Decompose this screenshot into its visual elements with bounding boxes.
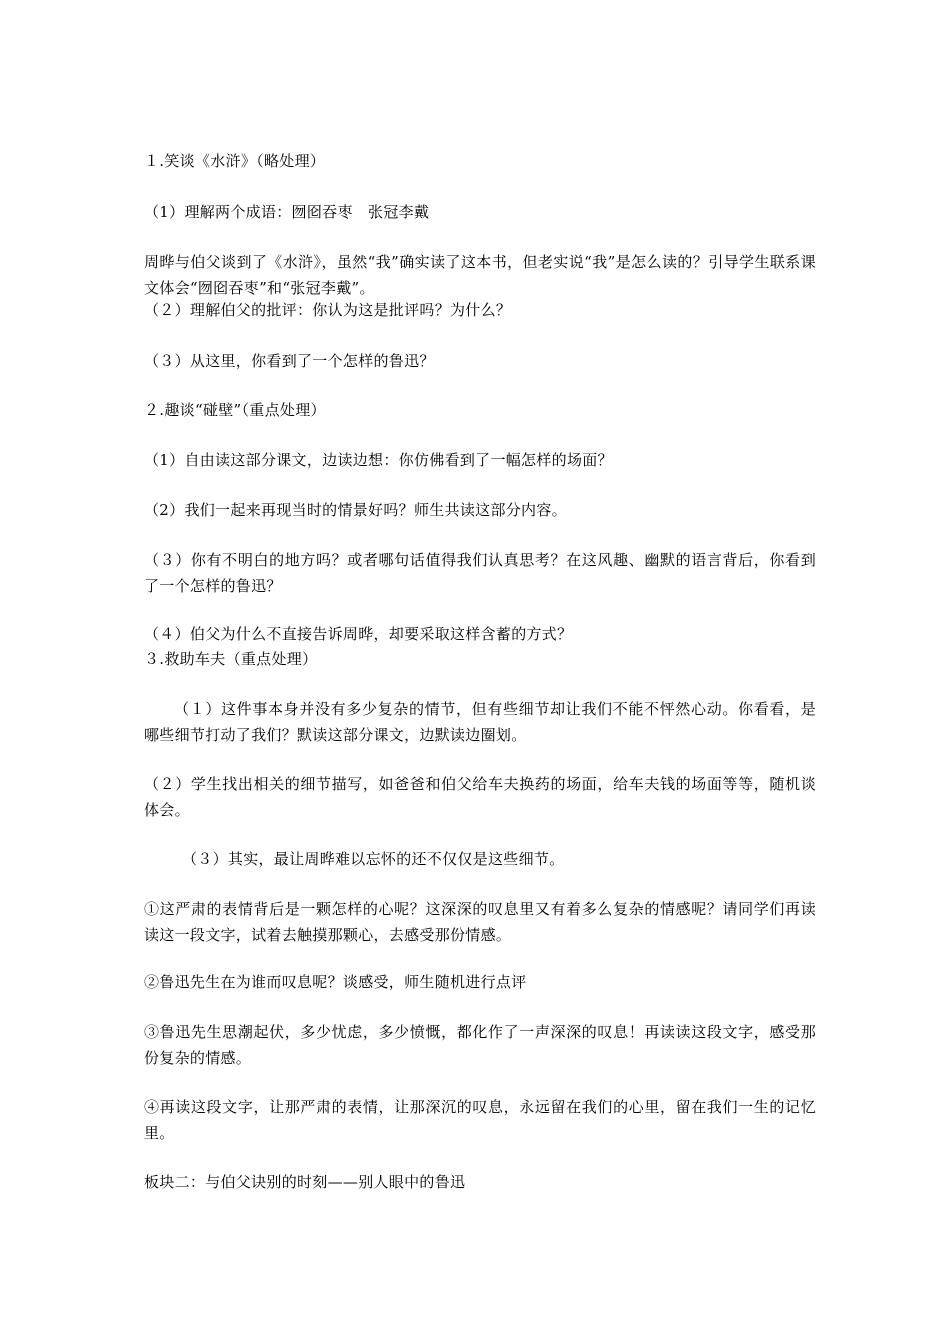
point-4: ④再读这段文字，让那严肃的表情，让那深沉的叹息，永远留在我们的心里，留在我们一生的记忆里。 [144,1098,816,1142]
block2-heading: 板块二：与伯父诀别的时刻——别人眼中的鲁迅 [144,1173,466,1191]
section3-heading: ３.救助车夫（重点处理） [144,650,318,668]
point-1: ①这严肃的表情背后是一颗怎样的心呢？这深深的叹息里又有着多么复杂的情感呢？请同学们再读读这一段文字，试着去触摸那颗心，去感受那份情感。 [144,900,816,944]
s1-item2: （２）理解伯父的批评：你认为这是批评吗？为什么？ [144,301,512,319]
s3-item1: （１）这件事本身并没有多少复杂的情节，但有些细节却让我们不能不怦然心动。你看看，是哪些细节打动了我们？默读这部分课文，边默读边圈划。 [144,700,816,744]
s1-item1: （1）理解两个成语：囫囵吞枣 张冠李戴 [144,203,430,221]
s1-item3: （３）从这里，你看到了一个怎样的鲁迅？ [144,352,435,370]
point-3: ③鲁迅先生思潮起伏，多少忧虑，多少愤慨，都化作了一声深深的叹息！再读读这段文字，感受那份复杂的情感。 [144,1023,816,1067]
s3-item3: （３）其实，最让周晔难以忘怀的还不仅仅是这些细节。 [182,850,565,868]
s3-item2: （２）学生找出相关的细节描写，如爸爸和伯父给车夫换药的场面，给车夫钱的场面等等，随机谈体会。 [144,775,816,819]
s2-item3: （３）你有不明白的地方吗？或者哪句话值得我们认真思考？在这风趣、幽默的语言背后，你看到了一个怎样的鲁迅？ [144,551,816,595]
s2-item4: （４）伯父为什么不直接告诉周晔，却要采取这样含蓄的方式？ [144,625,573,643]
s2-item2: （2）我们一起来再现当时的情景好吗？师生共读这部分内容。 [144,501,567,519]
section1-heading: １.笑谈《水浒》（略处理） [144,152,326,170]
s1-paragraph: 周晔与伯父谈到了《水浒》，虽然“我”确实读了这本书，但老实说“我”是怎么读的？引导学生联系课文体会“囫囵吞枣”和“张冠李戴”。 [144,253,816,297]
section2-heading: ２.趣谈“碰壁”（重点处理） [144,401,326,419]
point-2: ②鲁迅先生在为谁而叹息呢？谈感受，师生随机进行点评 [144,973,527,991]
s2-item1: （1）自由读这部分课文，边读边想：你仿佛看到了一幅怎样的场面？ [144,451,613,469]
